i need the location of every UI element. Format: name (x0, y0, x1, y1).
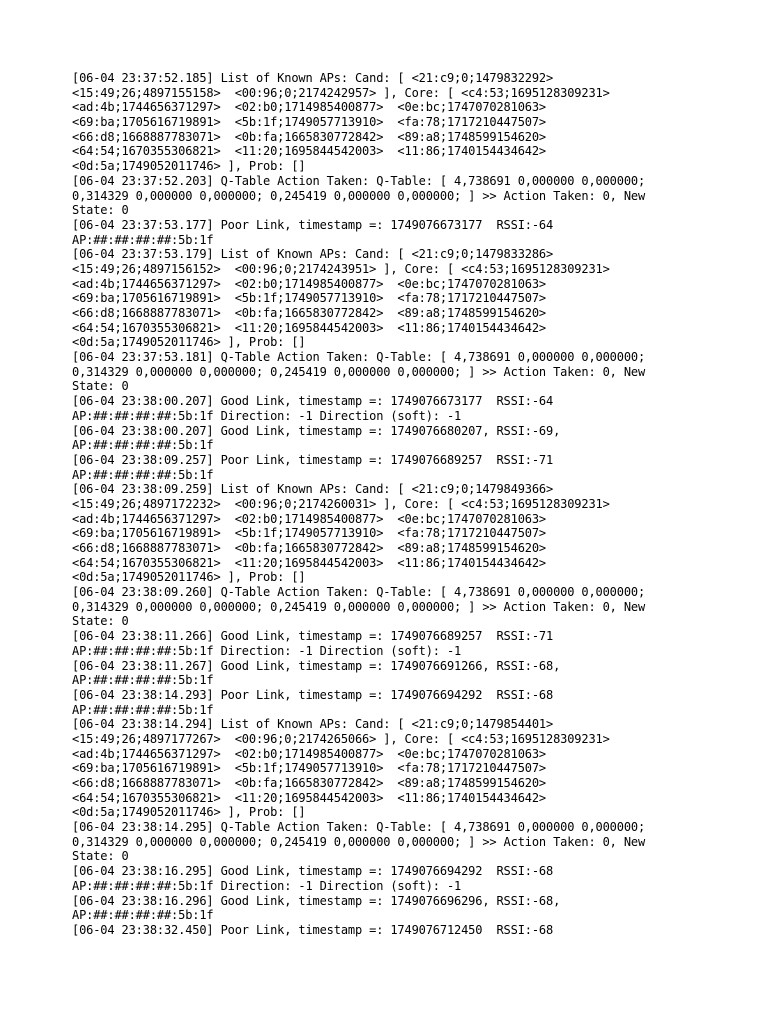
log-line: [06-04 23:38:09.259] List of Known APs: Cand: [ <21:c9;0;1479849366> (72, 482, 554, 497)
log-line: <69:ba;1705616719891> <5b:1f;1749057713910> <fa:78;1717210447507> (72, 526, 546, 541)
log-line: [06-04 23:37:53.179] List of Known APs: Cand: [ <21:c9;0;1479833286> (72, 247, 554, 262)
log-line: <0d:5a;1749052011746> ], Prob: [] (72, 805, 306, 820)
log-line: <69:ba;1705616719891> <5b:1f;1749057713910> <fa:78;1717210447507> (72, 761, 546, 776)
log-line: <ad:4b;1744656371297> <02:b0;1714985400877> <0e:bc;1747070281063> (72, 511, 546, 526)
log-line: State: 0 (72, 614, 129, 629)
log-line: AP:##:##:##:##:5b:1f Direction: -1 Direction (soft): -1 (72, 643, 462, 658)
log-line: [06-04 23:37:52.203] Q-Table Action Taken: Q-Table: [ 4,738691 0,000000 0,000000; (72, 173, 646, 188)
log-line: [06-04 23:38:32.450] Poor Link, timestamp =: 1749076712450 RSSI:-68 (72, 922, 554, 937)
log-line: <64:54;1670355306821> <11:20;1695844542003> <11:86;1740154434642> (72, 555, 546, 570)
log-line: [06-04 23:38:14.294] List of Known APs: Cand: [ <21:c9;0;1479854401> (72, 717, 554, 732)
log-line: <69:ba;1705616719891> <5b:1f;1749057713910> <fa:78;1717210447507> (72, 115, 546, 130)
log-line: <0d:5a;1749052011746> ], Prob: [] (72, 570, 306, 585)
log-line: [06-04 23:38:11.267] Good Link, timestamp =: 1749076691266, RSSI:-68, (72, 658, 561, 673)
log-line: <66:d8;1668887783071> <0b:fa;1665830772842> <89:a8;1748599154620> (72, 541, 546, 555)
log-line: 0,314329 0,000000 0,000000; 0,245419 0,000000 0,000000; ] >> Action Taken: 0, New (72, 834, 646, 849)
log-line: [06-04 23:37:53.177] Poor Link, timestamp =: 1749076673177 RSSI:-64 (72, 217, 554, 232)
log-line: AP:##:##:##:##:5b:1f Direction: -1 Direction (soft): -1 (72, 878, 462, 893)
log-line: [06-04 23:37:52.185] List of Known APs: Cand: [ <21:c9;0;1479832292> (72, 71, 554, 85)
log-line: [06-04 23:38:14.295] Q-Table Action Taken: Q-Table: [ 4,738691 0,000000 0,000000; (72, 820, 646, 835)
log-line: AP:##:##:##:##:5b:1f (72, 702, 214, 717)
log-line: [06-04 23:38:00.207] Good Link, timestamp =: 1749076673177 RSSI:-64 (72, 394, 554, 409)
log-line: 0,314329 0,000000 0,000000; 0,245419 0,000000 0,000000; ] >> Action Taken: 0, New (72, 599, 646, 614)
log-line: <66:d8;1668887783071> <0b:fa;1665830772842> <89:a8;1748599154620> (72, 306, 546, 320)
log-line: [06-04 23:38:14.293] Poor Link, timestamp =: 1749076694292 RSSI:-68 (72, 687, 554, 702)
log-line: <64:54;1670355306821> <11:20;1695844542003> <11:86;1740154434642> (72, 144, 546, 159)
log-line: [06-04 23:38:11.266] Good Link, timestamp =: 1749076689257 RSSI:-71 (72, 629, 554, 644)
log-line: State: 0 (72, 379, 129, 394)
log-line: <15:49;26;4897177267> <00:96;0;2174265066> ], Core: [ <c4:53;1695128309231> (72, 731, 610, 746)
log-line: AP:##:##:##:##:5b:1f (72, 908, 214, 923)
log-line: AP:##:##:##:##:5b:1f (72, 232, 214, 247)
log-line: <66:d8;1668887783071> <0b:fa;1665830772842> <89:a8;1748599154620> (72, 776, 546, 790)
log-document (72, 71, 692, 938)
log-line: <15:49;26;4897156152> <00:96;0;2174243951> ], Core: [ <c4:53;1695128309231> (72, 261, 610, 276)
log-line: <64:54;1670355306821> <11:20;1695844542003> <11:86;1740154434642> (72, 790, 546, 805)
log-line: <0d:5a;1749052011746> ], Prob: [] (72, 159, 306, 174)
log-line: AP:##:##:##:##:5b:1f (72, 438, 214, 453)
log-line: <ad:4b;1744656371297> <02:b0;1714985400877> <0e:bc;1747070281063> (72, 100, 546, 115)
log-line: [06-04 23:38:09.257] Poor Link, timestamp =: 1749076689257 RSSI:-71 (72, 452, 554, 467)
log-line: AP:##:##:##:##:5b:1f Direction: -1 Direction (soft): -1 (72, 408, 462, 423)
log-line: 0,314329 0,000000 0,000000; 0,245419 0,000000 0,000000; ] >> Action Taken: 0, New (72, 364, 646, 379)
log-line: [06-04 23:38:09.260] Q-Table Action Taken: Q-Table: [ 4,738691 0,000000 0,000000; (72, 585, 646, 600)
log-line: AP:##:##:##:##:5b:1f (72, 467, 214, 482)
log-line: <ad:4b;1744656371297> <02:b0;1714985400877> <0e:bc;1747070281063> (72, 746, 546, 761)
log-line: <ad:4b;1744656371297> <02:b0;1714985400877> <0e:bc;1747070281063> (72, 276, 546, 291)
log-line: <64:54;1670355306821> <11:20;1695844542003> <11:86;1740154434642> (72, 320, 546, 335)
log-line: AP:##:##:##:##:5b:1f (72, 673, 214, 688)
log-line: [06-04 23:38:00.207] Good Link, timestamp =: 1749076680207, RSSI:-69, (72, 423, 561, 438)
log-line: <15:49;26;4897172232> <00:96;0;2174260031> ], Core: [ <c4:53;1695128309231> (72, 496, 610, 511)
log-line: 0,314329 0,000000 0,000000; 0,245419 0,000000 0,000000; ] >> Action Taken: 0, New (72, 188, 646, 203)
log-line: <69:ba;1705616719891> <5b:1f;1749057713910> <fa:78;1717210447507> (72, 291, 546, 306)
log-line: [06-04 23:38:16.295] Good Link, timestamp =: 1749076694292 RSSI:-68 (72, 864, 554, 879)
log-line: State: 0 (72, 203, 129, 218)
log-line: <15:49;26;4897155158> <00:96;0;2174242957> ], Core: [ <c4:53;1695128309231> (72, 85, 610, 100)
log-line: State: 0 (72, 849, 129, 864)
log-line: [06-04 23:38:16.296] Good Link, timestamp =: 1749076696296, RSSI:-68, (72, 893, 561, 908)
log-line: <0d:5a;1749052011746> ], Prob: [] (72, 335, 306, 350)
log-line: [06-04 23:37:53.181] Q-Table Action Taken: Q-Table: [ 4,738691 0,000000 0,000000; (72, 350, 646, 365)
log-line: <66:d8;1668887783071> <0b:fa;1665830772842> <89:a8;1748599154620> (72, 129, 546, 144)
